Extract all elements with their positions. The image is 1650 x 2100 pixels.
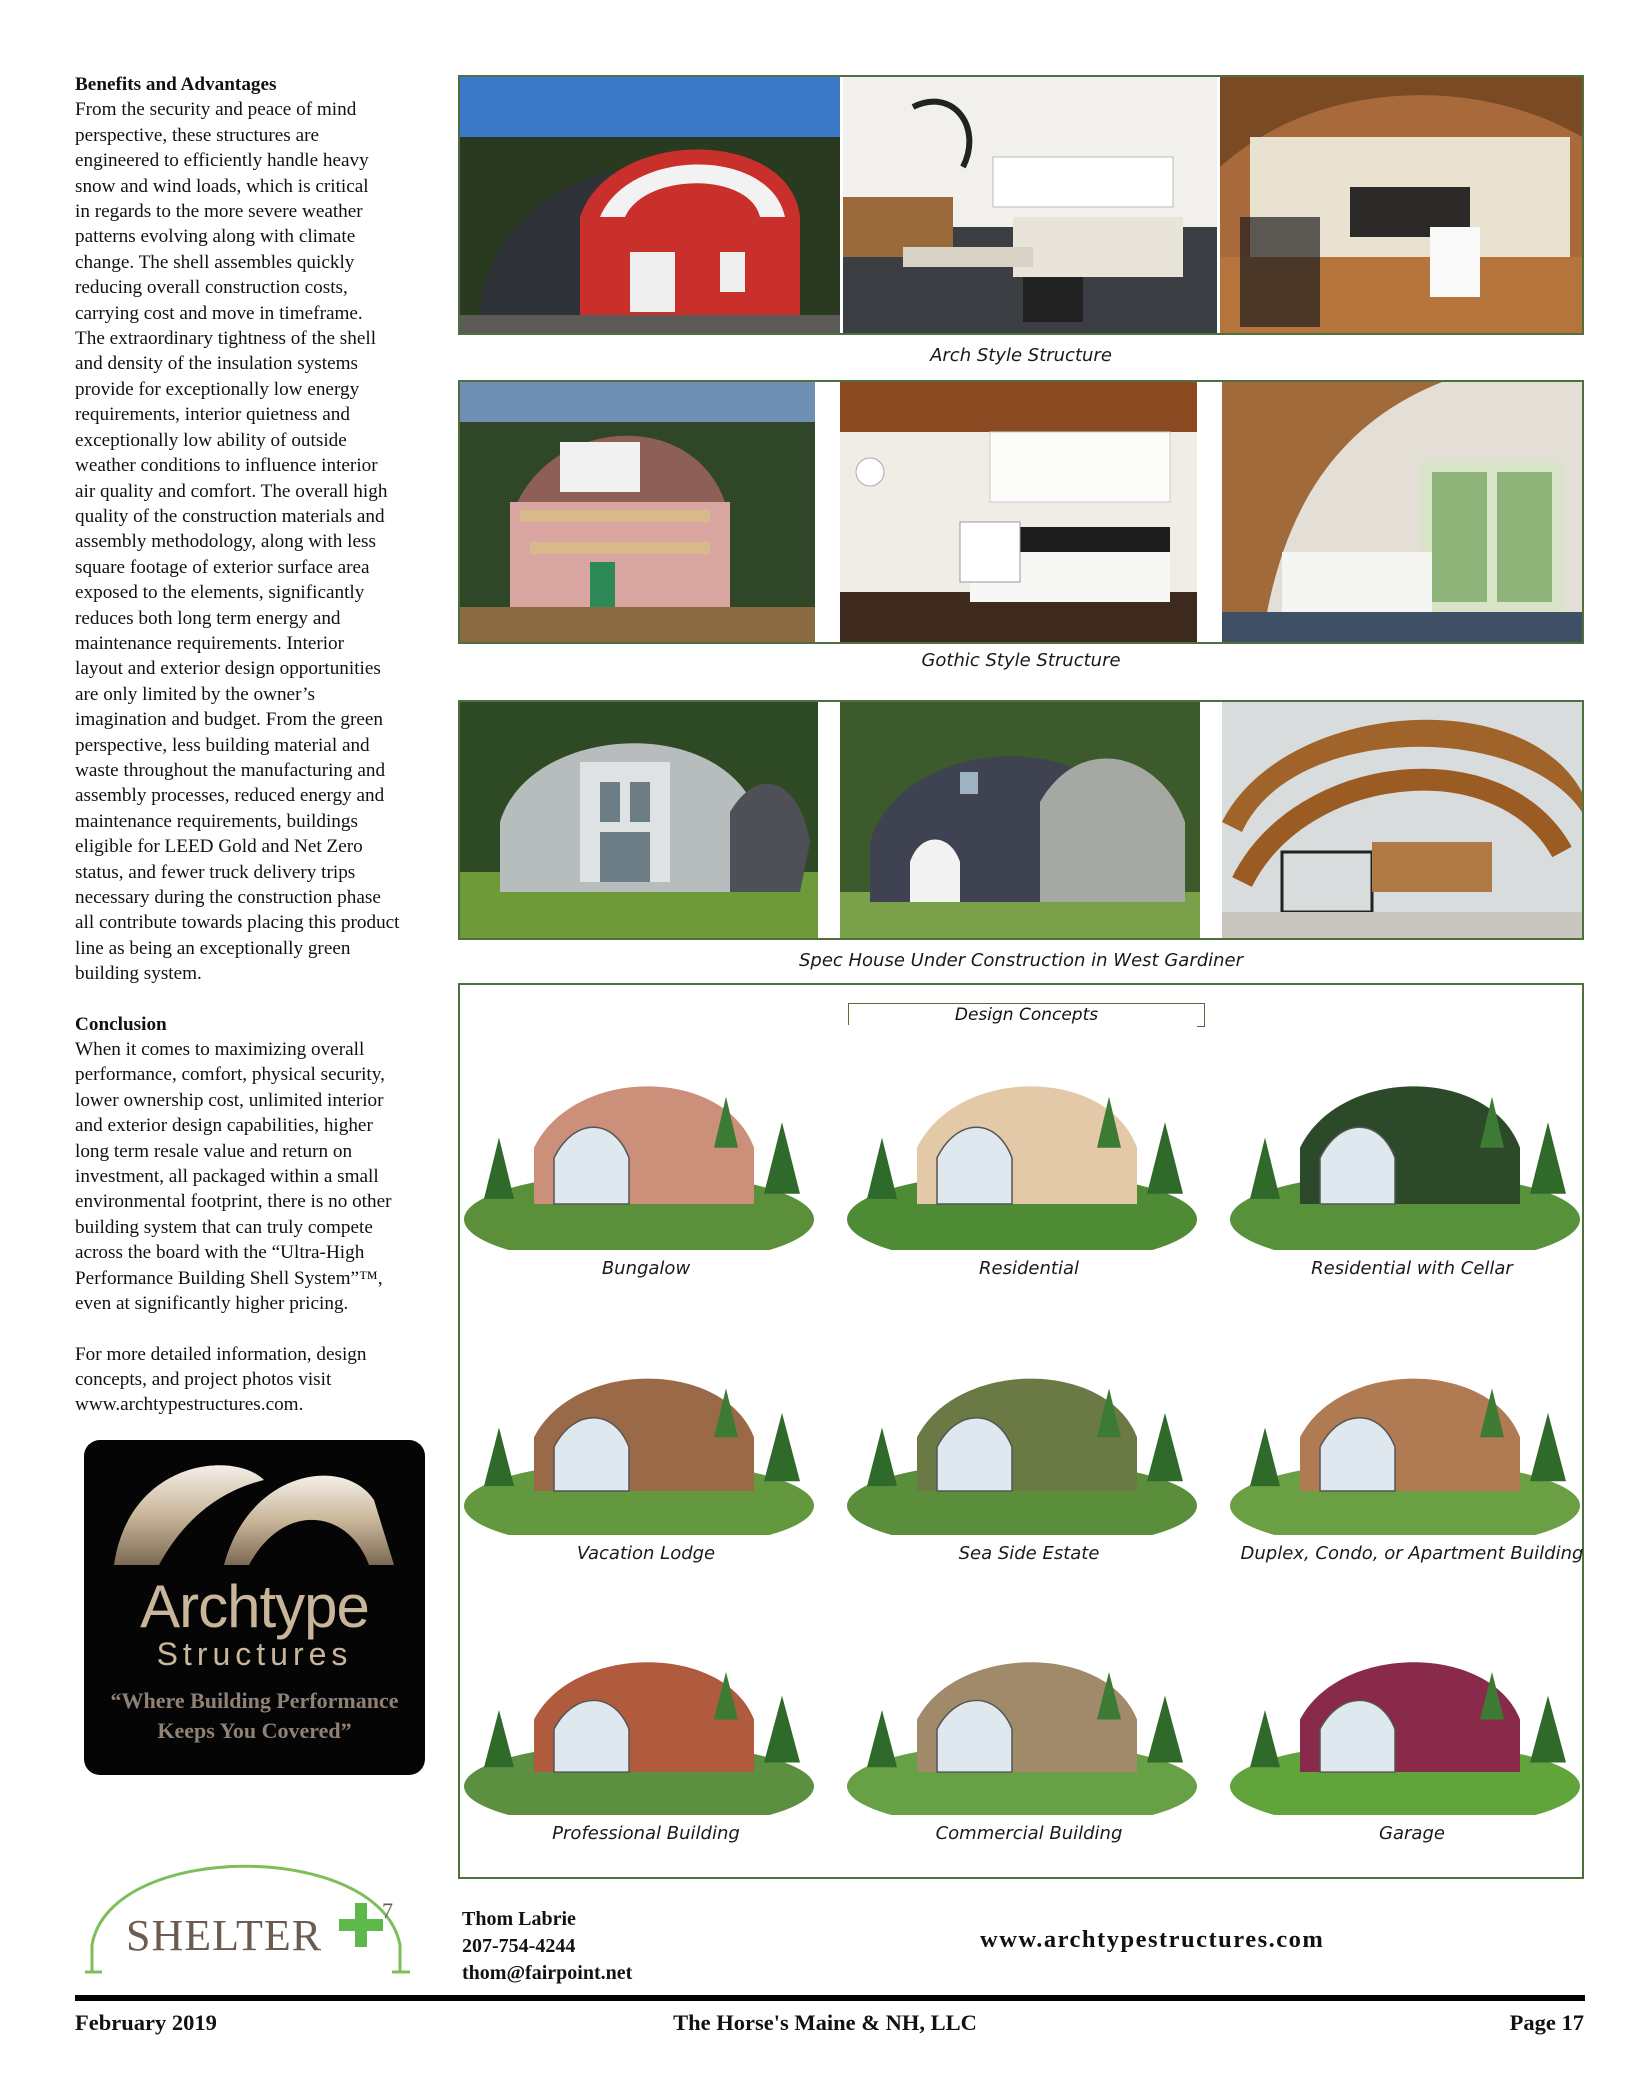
benefits-line: assembly processes, reduced energy and [75,785,385,807]
arch-kitchen-photo [843,77,1217,333]
concept-label: Professional Building [552,1823,740,1844]
benefits-body [75,97,435,986]
spec-side-photo [840,702,1200,938]
benefits-line: carrying cost and move in timeframe. [75,302,363,324]
benefits-line: quality of the construction materials and [75,505,385,527]
conclusion-line: Performance Building Shell System”™, [75,1267,383,1289]
gothic-caption: Gothic Style Structure [921,650,1121,671]
concept-label: Bungalow [601,1258,691,1279]
concept-illustration [847,1605,1197,1815]
benefits-line: reduces both long term energy and [75,607,341,629]
concept-illustration [847,1025,1197,1250]
concept-label: Duplex, Condo, or Apartment Building [1240,1543,1584,1564]
spec-caption: Spec House Under Construction in West Gardiner [798,950,1244,971]
benefits-line: are only limited by the owner’s [75,683,315,705]
concept-illustration [847,1320,1197,1535]
benefits-line: layout and exterior design opportunities [75,658,381,680]
contact-email[interactable]: thom@fairpoint.net [462,1962,633,1984]
concept-label: Sea Side Estate [958,1543,1100,1564]
arch-exterior-photo [460,77,840,333]
benefits-line: reducing overall construction costs, [75,277,348,299]
benefits-line: necessary during the construction phase [75,887,381,908]
spec-interior-photo [1222,702,1582,938]
gothic-exterior-photo [460,382,815,642]
benefits-line: imagination and budget. From the green [75,709,383,731]
footer-page-number: Page 17 [1509,2010,1584,2035]
conclusion-line: building system that can truly compete [75,1216,373,1238]
conclusion-line: lower ownership cost, unlimited interior [75,1089,384,1111]
spec-photo-strip [458,700,1584,940]
conclusion-line: across the board with the “Ultra-High [75,1242,365,1264]
conclusion-line: performance, comfort, physical security, [75,1064,385,1086]
footer-publication: The Horse's Maine & NH, LLC [673,2010,977,2035]
benefits-line: maintenance requirements. Interior [75,632,345,654]
benefits-line: air quality and comfort. The overall high [75,480,388,502]
concept-illustration [464,1320,814,1535]
benefits-line: eligible for LEED Gold and Net Zero [75,836,363,858]
benefits-line: exceptionally low ability of outside [75,429,347,451]
benefits-line: perspective, less building material and [75,734,370,756]
conclusion-line: and exterior design capabilities, higher [75,1115,373,1137]
shelter-logo-word: SHELTER [126,1911,323,1960]
article-column [75,72,435,1418]
concept-label: Residential [979,1258,1079,1279]
design-concepts-box [458,983,1584,1879]
benefits-line: and density of the insulation systems [75,353,358,375]
arch-logo-mark [84,1440,425,1580]
conclusion-line: even at significantly higher pricing. [75,1293,349,1315]
green-plus-icon [336,1900,386,1950]
concept-illustration [1230,1320,1580,1535]
benefits-line: square footage of exterior surface area [75,556,370,578]
logo-tagline [84,1686,425,1746]
benefits-line: patterns evolving along with climate [75,226,356,248]
spec-front-photo [460,702,818,938]
archtype-logo [84,1440,425,1775]
logo-subtitle: Structures [156,1636,353,1672]
benefits-line: weather conditions to influence interior [75,455,378,477]
conclusion-line: environmental footprint, there is no other [75,1191,392,1213]
benefits-line: requirements, interior quietness and [75,404,350,426]
design-concepts-title: Design Concepts [848,1003,1205,1027]
website-link[interactable]: www.archtypestructures.com [980,1926,1325,1953]
benefits-line: maintenance requirements, buildings [75,810,358,832]
benefits-line: snow and wind loads, which is critical [75,175,369,197]
benefits-line: The extraordinary tightness of the shell [75,328,377,350]
benefits-line: provide for exceptionally low energy [75,378,360,400]
benefits-line: waste throughout the manufacturing and [75,759,386,781]
shelter-logo-superscript: 7 [382,1898,393,1923]
contact-name: Thom Labrie [462,1908,576,1930]
arch-photo-strip [458,75,1584,335]
footer-date: February 2019 [75,2010,217,2035]
benefits-line: From the security and peace of mind [75,99,357,121]
concept-label: Garage [1379,1823,1445,1844]
benefits-line: in regards to the more severe weather [75,201,363,223]
conclusion-heading: Conclusion [75,1013,167,1035]
arch-caption: Arch Style Structure [930,345,1112,366]
conclusion-line: long term resale value and return on [75,1140,353,1162]
benefits-line: status, and fewer truck delivery trips [75,861,356,883]
more-info-line: www.archtypestructures.com. [75,1394,304,1416]
contact-phone: 207-754-4244 [462,1935,576,1957]
benefits-heading: Benefits and Advantages [75,74,277,95]
benefits-line: engineered to efficiently handle heavy [75,150,369,172]
conclusion-body [75,1037,435,1316]
conclusion-line: When it comes to maximizing overall [75,1039,365,1061]
concept-label: Residential with Cellar [1311,1258,1513,1279]
gothic-photo-strip [458,380,1584,644]
concept-illustration [1230,1025,1580,1250]
gothic-kitchen-photo [840,382,1197,642]
logo-tagline-line-1: “Where Building Performance [110,1688,399,1713]
conclusion-line: investment, all packaged within a small [75,1166,379,1188]
benefits-line: perspective, these structures are [75,124,319,146]
benefits-line: building system. [75,963,202,985]
concept-label: Vacation Lodge [576,1543,716,1564]
benefits-line: assembly methodology, along with less [75,531,376,553]
benefits-line: change. The shell assembles quickly [75,251,355,273]
concept-illustration [464,1025,814,1250]
logo-tagline-line-2: Keeps You Covered” [157,1718,352,1743]
benefits-line: exposed to the elements, significantly [75,582,365,604]
gothic-bedroom-photo [1222,382,1582,642]
footer-rule [75,1995,1585,2001]
logo-name: Archtype [140,1573,369,1640]
more-info-paragraph [75,1342,435,1418]
concept-label: Commercial Building [935,1823,1123,1844]
more-info-line: For more detailed information, design [75,1343,367,1365]
benefits-line: all contribute towards placing this product [75,912,400,934]
contact-block [462,1906,632,1987]
arch-loft-photo [1220,77,1582,333]
more-info-line: concepts, and project photos visit [75,1368,332,1390]
concept-illustration [1230,1605,1580,1815]
concept-illustration [464,1605,814,1815]
benefits-line: line as being an exceptionally green [75,937,351,959]
